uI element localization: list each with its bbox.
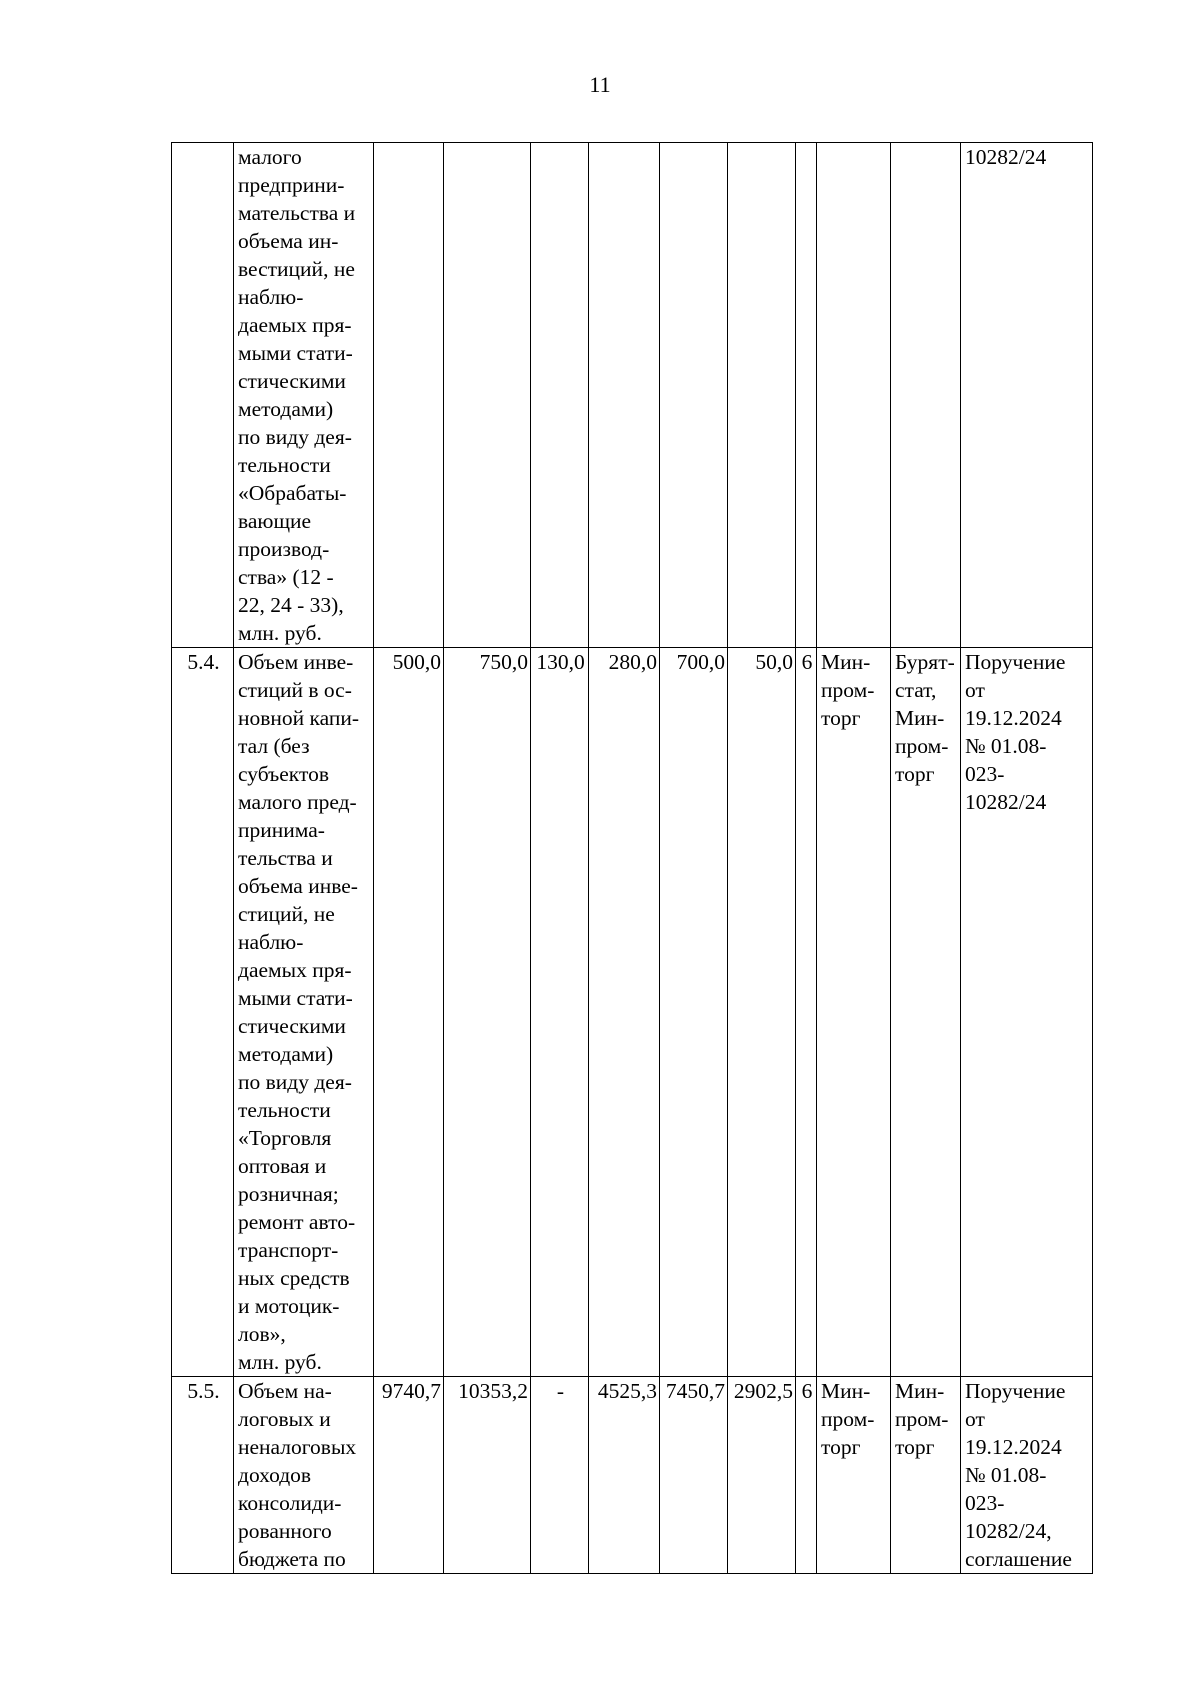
indicator-name-line: млн. руб. bbox=[238, 621, 322, 645]
basis-document-line: 10282/24 bbox=[965, 790, 1047, 814]
responsible-agency-line: Мин- bbox=[821, 650, 871, 674]
indicator-name bbox=[234, 143, 374, 648]
value-2 bbox=[444, 143, 531, 648]
value-6: 50,0 bbox=[728, 648, 796, 1377]
value-3: - bbox=[531, 1377, 589, 1574]
basis-document-line: 023- bbox=[965, 1491, 1005, 1515]
basis-document-line: от bbox=[965, 1407, 985, 1431]
row-number bbox=[172, 143, 234, 648]
indicator-name-line: розничная; bbox=[238, 1182, 339, 1206]
indicator-name-line: субъектов bbox=[238, 762, 329, 786]
data-source-line: Мин- bbox=[895, 706, 945, 730]
responsible-agency-line: пром- bbox=[821, 678, 875, 702]
indicator-name-line: неналоговых bbox=[238, 1435, 357, 1459]
indicator-name-line: 22, 24 - 33), bbox=[238, 593, 344, 617]
indicator-name-line: транспорт- bbox=[238, 1238, 339, 1262]
indicator-name-line: по виду дея- bbox=[238, 425, 352, 449]
value-6 bbox=[728, 143, 796, 648]
responsible-agency-line: торг bbox=[821, 1435, 861, 1459]
basis-document bbox=[961, 1377, 1093, 1574]
indicator-name-line: методами) bbox=[238, 1042, 334, 1066]
indicator-name-line: оптовая и bbox=[238, 1154, 327, 1178]
basis-document bbox=[961, 143, 1093, 648]
table-row bbox=[172, 143, 1093, 648]
indicator-name-line: мыми стати- bbox=[238, 341, 353, 365]
indicator-name-line: по виду дея- bbox=[238, 1070, 352, 1094]
row-number: 5.5. bbox=[172, 1377, 234, 1574]
indicator-name-line: бюджета по bbox=[238, 1547, 346, 1571]
indicator-name-line: тельности bbox=[238, 453, 331, 477]
value-3: 130,0 bbox=[531, 648, 589, 1377]
value-7 bbox=[796, 143, 817, 648]
indicator-name-line: объема инве- bbox=[238, 874, 358, 898]
value-7: 6 bbox=[796, 648, 817, 1377]
value-1: 500,0 bbox=[374, 648, 444, 1377]
indicator-name-line: стическими bbox=[238, 1014, 346, 1038]
value-5: 700,0 bbox=[660, 648, 728, 1377]
value-1: 9740,7 bbox=[374, 1377, 444, 1574]
indicator-name-line: объема ин- bbox=[238, 229, 339, 253]
indicator-name-line: предприни- bbox=[238, 173, 345, 197]
indicator-name-line: доходов bbox=[238, 1463, 312, 1487]
data-source-line: пром- bbox=[895, 1407, 949, 1431]
indicator-name-line: млн. руб. bbox=[238, 1350, 322, 1374]
basis-document-line: от bbox=[965, 678, 985, 702]
basis-document-line: Поручение bbox=[965, 1379, 1066, 1403]
value-5: 7450,7 bbox=[660, 1377, 728, 1574]
indicator-name-line: мательства и bbox=[238, 201, 356, 225]
indicator-name-line: «Обрабаты- bbox=[238, 481, 347, 505]
indicator-name-line: производ- bbox=[238, 537, 330, 561]
indicator-name-line: стиций в ос- bbox=[238, 678, 352, 702]
indicator-name-line: лов», bbox=[238, 1322, 286, 1346]
value-1 bbox=[374, 143, 444, 648]
indicator-name-line: вестиций, не bbox=[238, 257, 355, 281]
indicator-name-line: и мотоцик- bbox=[238, 1294, 340, 1318]
indicator-name-line: наблю- bbox=[238, 285, 304, 309]
indicator-name-line: консолиди- bbox=[238, 1491, 342, 1515]
data-source-line: пром- bbox=[895, 734, 949, 758]
indicator-name bbox=[234, 648, 374, 1377]
basis-document-line: № 01.08- bbox=[965, 1463, 1047, 1487]
indicator-name-line: стиций, не bbox=[238, 902, 335, 926]
indicator-name-line: стическими bbox=[238, 369, 346, 393]
indicator-name-line: «Торговля bbox=[238, 1126, 332, 1150]
value-4: 4525,3 bbox=[589, 1377, 660, 1574]
indicator-name-line: даемых пря- bbox=[238, 958, 352, 982]
indicator-name-line: ства» (12 - bbox=[238, 565, 334, 589]
indicators-table bbox=[171, 142, 1093, 1574]
value-5 bbox=[660, 143, 728, 648]
responsible-agency bbox=[817, 648, 891, 1377]
data-source bbox=[891, 143, 961, 648]
row-number: 5.4. bbox=[172, 648, 234, 1377]
basis-document-line: Поручение bbox=[965, 650, 1066, 674]
indicator-name-line: принима- bbox=[238, 818, 325, 842]
indicator-name bbox=[234, 1377, 374, 1574]
data-source-line: торг bbox=[895, 762, 935, 786]
data-source bbox=[891, 648, 961, 1377]
value-2: 750,0 bbox=[444, 648, 531, 1377]
basis-document-line: 023- bbox=[965, 762, 1005, 786]
indicator-name-line: малого bbox=[238, 145, 302, 169]
indicator-name-line: вающие bbox=[238, 509, 312, 533]
indicator-name-line: тельности bbox=[238, 1098, 331, 1122]
indicator-name-line: Объем на- bbox=[238, 1379, 332, 1403]
indicator-name-line: мыми стати- bbox=[238, 986, 353, 1010]
basis-document-line: соглашение bbox=[965, 1547, 1072, 1571]
indicator-name-line: новной капи- bbox=[238, 706, 360, 730]
value-4 bbox=[589, 143, 660, 648]
data-source-line: Бурят- bbox=[895, 650, 955, 674]
value-6: 2902,5 bbox=[728, 1377, 796, 1574]
basis-document-line: 19.12.2024 bbox=[965, 1435, 1062, 1459]
value-2: 10353,2 bbox=[444, 1377, 531, 1574]
data-source-line: стат, bbox=[895, 678, 937, 702]
basis-document-line: 10282/24, bbox=[965, 1519, 1052, 1543]
data-source bbox=[891, 1377, 961, 1574]
basis-document-line: № 01.08- bbox=[965, 734, 1047, 758]
table-row bbox=[172, 1377, 1093, 1574]
indicator-name-line: ных средств bbox=[238, 1266, 350, 1290]
responsible-agency bbox=[817, 143, 891, 648]
indicator-name-line: ремонт авто- bbox=[238, 1210, 356, 1234]
indicator-name-line: Объем инве- bbox=[238, 650, 354, 674]
indicator-name-line: методами) bbox=[238, 397, 334, 421]
indicator-name-line: наблю- bbox=[238, 930, 304, 954]
indicator-name-line: рованного bbox=[238, 1519, 332, 1543]
value-3 bbox=[531, 143, 589, 648]
basis-document-line: 19.12.2024 bbox=[965, 706, 1062, 730]
indicator-name-line: тал (без bbox=[238, 734, 310, 758]
responsible-agency-line: торг bbox=[821, 706, 861, 730]
indicator-name-line: тельства и bbox=[238, 846, 333, 870]
responsible-agency-line: Мин- bbox=[821, 1379, 871, 1403]
page-number: 11 bbox=[589, 72, 611, 97]
indicator-name-line: логовых и bbox=[238, 1407, 331, 1431]
data-source-line: Мин- bbox=[895, 1379, 945, 1403]
basis-document-line: 10282/24 bbox=[965, 145, 1047, 169]
indicator-name-line: малого пред- bbox=[238, 790, 357, 814]
table-row bbox=[172, 648, 1093, 1377]
value-7: 6 bbox=[796, 1377, 817, 1574]
value-4: 280,0 bbox=[589, 648, 660, 1377]
data-source-line: торг bbox=[895, 1435, 935, 1459]
responsible-agency-line: пром- bbox=[821, 1407, 875, 1431]
responsible-agency bbox=[817, 1377, 891, 1574]
basis-document bbox=[961, 648, 1093, 1377]
indicator-name-line: даемых пря- bbox=[238, 313, 352, 337]
